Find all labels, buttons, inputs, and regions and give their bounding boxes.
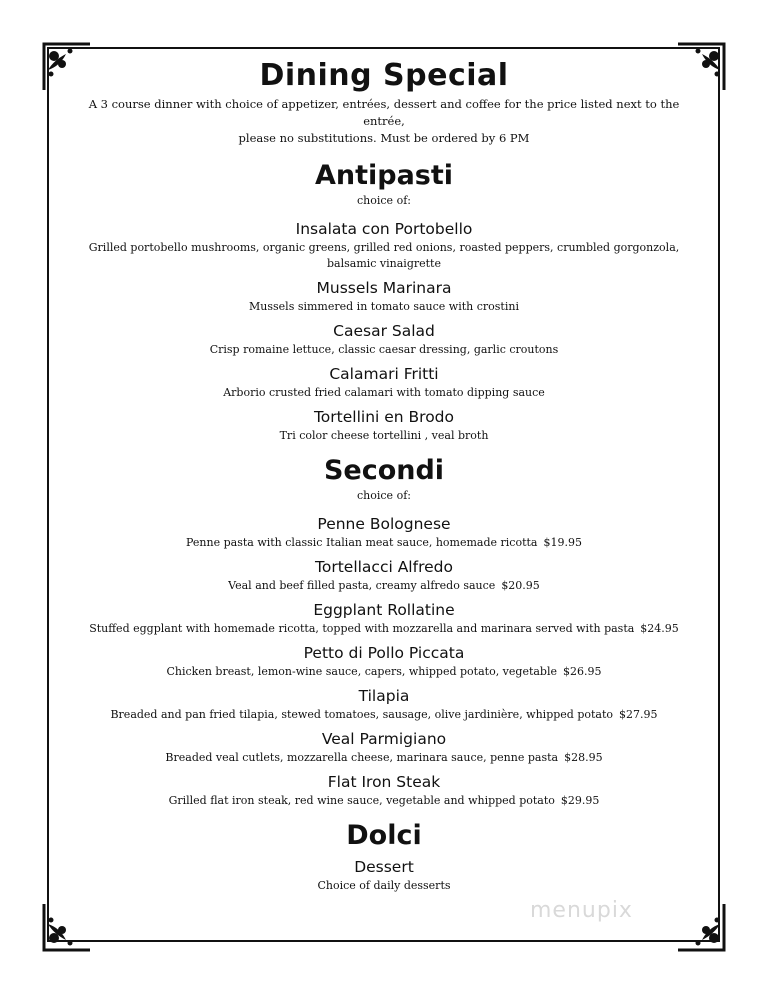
- menu-item: [70, 557, 698, 594]
- floral-corner-ornament-icon: [40, 900, 94, 954]
- price: $29.95: [560, 794, 600, 807]
- menu-item: [70, 219, 698, 272]
- price: $27.95: [619, 708, 658, 721]
- intro-line: please no substitutions. Must be ordered by 6 PM: [238, 131, 530, 145]
- dish-name: Calamari Fritti: [329, 365, 439, 383]
- antipasti-section: [70, 159, 698, 444]
- dish-description: Grilled flat iron steak, red wine sauce, vegetable and whipped potato $29.95: [168, 794, 600, 807]
- intro-text: [70, 96, 698, 147]
- dish-description: Tri color cheese tortellini , veal broth: [279, 429, 489, 442]
- price: $19.95: [543, 536, 582, 549]
- dish-name: Caesar Salad: [333, 322, 435, 340]
- dish-name: Mussels Marinara: [316, 279, 452, 297]
- dish-description: Grilled portobello mushrooms, organic greens, grilled red onions, roasted peppers, crumbled gorgonzola, balsamic vinaigrette: [88, 241, 680, 270]
- menu-item: [70, 857, 698, 894]
- dish-description: Stuffed eggplant with homemade ricotta, topped with mozzarella and marinara served with pasta $24.95: [89, 622, 679, 635]
- dish-description: Breaded veal cutlets, mozzarella cheese, marinara sauce, penne pasta $28.95: [165, 751, 603, 764]
- menu-content: [70, 56, 698, 900]
- dish-name: Petto di Pollo Piccata: [303, 644, 465, 662]
- choice-label: choice of:: [357, 489, 411, 502]
- dish-description: Crisp romaine lettuce, classic caesar dressing, garlic croutons: [209, 343, 559, 356]
- menu-item: [70, 407, 698, 444]
- price: $26.95: [563, 665, 602, 678]
- dish-description: Chicken breast, lemon-wine sauce, capers, whipped potato, vegetable $26.95: [166, 665, 602, 678]
- watermark-logo: menupix: [530, 898, 633, 923]
- dish-description: Mussels simmered in tomato sauce with crostini: [249, 300, 519, 313]
- section-title: Dolci: [346, 820, 422, 851]
- dish-name: Tilapia: [358, 687, 410, 705]
- menu-item: [70, 600, 698, 637]
- dish-name: Veal Parmigiano: [321, 730, 447, 748]
- dish-description: Choice of daily desserts: [317, 879, 451, 892]
- price: $28.95: [564, 751, 603, 764]
- dish-description: Penne pasta with classic Italian meat sauce, homemade ricotta $19.95: [186, 536, 582, 549]
- dish-name: Dessert: [354, 858, 414, 876]
- dish-name: Flat Iron Steak: [327, 773, 441, 791]
- floral-corner-ornament-icon: [674, 900, 728, 954]
- menu-item: [70, 364, 698, 401]
- dish-description: Arborio crusted fried calamari with tomato dipping sauce: [223, 386, 545, 399]
- menu-item: [70, 321, 698, 358]
- menu-item: [70, 514, 698, 551]
- price: $20.95: [501, 579, 540, 592]
- section-title: Secondi: [323, 455, 445, 486]
- dish-description: Breaded and pan fried tilapia, stewed tomatoes, sausage, olive jardinière, whipped potato $27.95: [110, 708, 658, 721]
- dish-name: Eggplant Rollatine: [313, 601, 455, 619]
- dish-name: Penne Bolognese: [317, 515, 451, 533]
- dolci-section: [70, 819, 698, 894]
- menu-item: [70, 278, 698, 315]
- menu-item: [70, 686, 698, 723]
- page-title: Dining Special: [259, 58, 509, 93]
- dish-description: Veal and beef filled pasta, creamy alfredo sauce $20.95: [228, 579, 540, 592]
- menu-item: [70, 772, 698, 809]
- dish-name: Tortellacci Alfredo: [315, 558, 453, 576]
- dish-name: Insalata con Portobello: [295, 220, 473, 238]
- price: $24.95: [640, 622, 679, 635]
- intro-line: A 3 course dinner with choice of appetizer, entrées, dessert and coffee for the price listed next to the entrée,: [88, 97, 680, 128]
- choice-label: choice of:: [357, 194, 411, 207]
- menu-item: [70, 729, 698, 766]
- dish-name: Tortellini en Brodo: [313, 408, 455, 426]
- section-title: Antipasti: [314, 160, 454, 191]
- menu-item: [70, 643, 698, 680]
- secondi-section: [70, 454, 698, 809]
